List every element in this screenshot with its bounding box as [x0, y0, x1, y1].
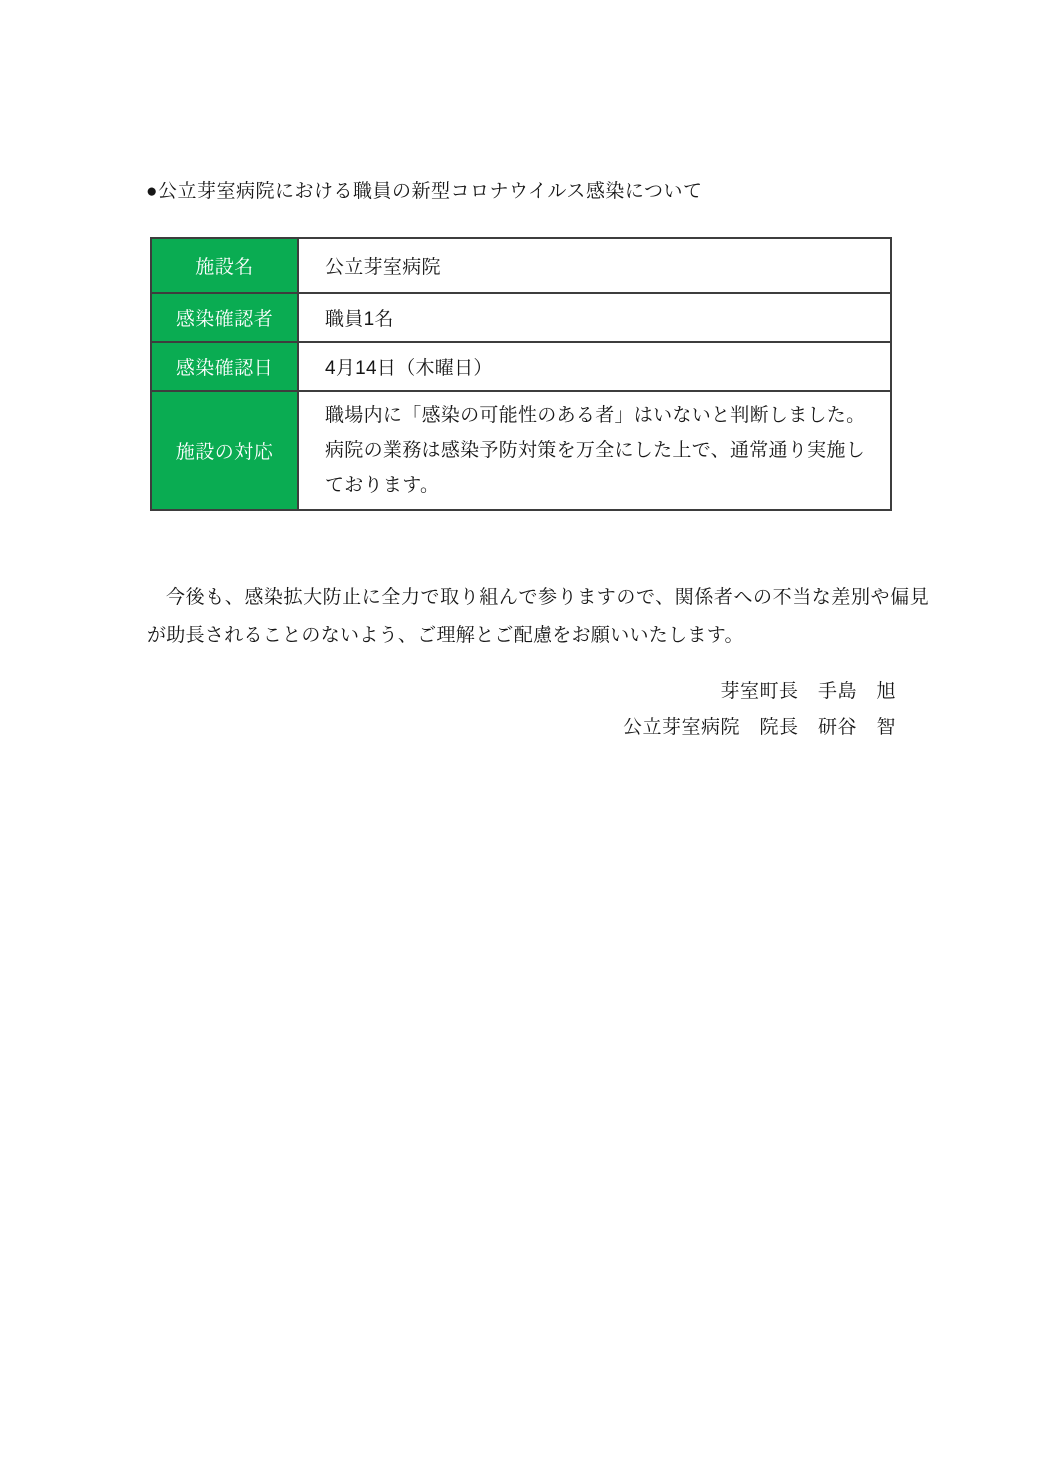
table-row-facility-name — [151, 238, 891, 293]
facility-name-value: 公立芽室病院 — [298, 238, 891, 293]
table-row-confirmed-person — [151, 293, 891, 342]
closing-paragraph: 今後も、感染拡大防止に全力で取り組んで参りますので、関係者への不当な差別や偏見が助長されることのないよう、ご理解とご配慮をお願いいたします。 — [147, 587, 929, 646]
signature-line-mayor: 芽室町長 手島 旭 — [720, 681, 896, 702]
signature-line-hospital-director: 公立芽室病院 院長 研谷 智 — [622, 717, 896, 738]
confirmed-person-label: 感染確認者 — [151, 293, 298, 342]
facility-name-label: 施設名 — [151, 238, 298, 293]
table-row-facility-response — [151, 391, 891, 510]
infection-info-table — [150, 237, 892, 511]
confirmed-person-value: 職員1名 — [298, 293, 891, 342]
facility-response-line-1: 職場内に「感染の可能性のある者」はいないと判断しました。 — [325, 405, 866, 426]
facility-response-value — [298, 391, 891, 510]
facility-response-label: 施設の対応 — [151, 391, 298, 510]
facility-response-line-2: 病院の業務は感染予防対策を万全にした上で、通常通り実施しております。 — [325, 440, 866, 496]
confirmed-date-value: 4月14日（木曜日） — [298, 342, 891, 391]
signature-block — [150, 674, 896, 746]
document-title: ●公立芽室病院における職員の新型コロナウイルス感染について — [146, 181, 703, 202]
table-row-confirmed-date — [151, 342, 891, 391]
confirmed-date-label: 感染確認日 — [151, 342, 298, 391]
